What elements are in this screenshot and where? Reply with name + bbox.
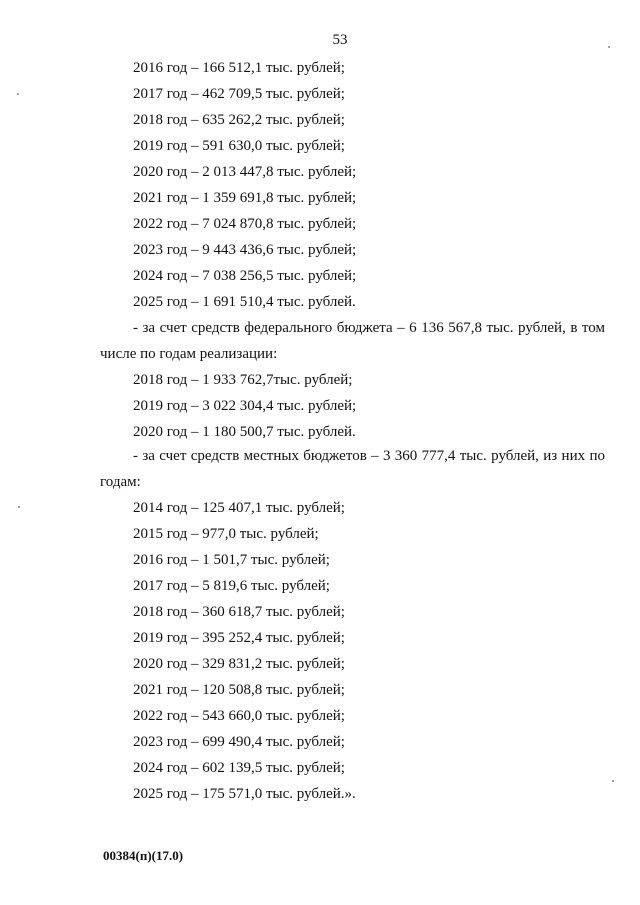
local-year-line: 2020 год – 329 831,2 тыс. рублей; bbox=[133, 656, 345, 672]
local-year-line: 2015 год – 977,0 тыс. рублей; bbox=[133, 526, 319, 542]
document-footer-code: 00384(п)(17.0) bbox=[103, 848, 184, 863]
budget-line: 2017 год – 462 709,5 тыс. рублей; bbox=[133, 86, 345, 102]
local-year-line: 2021 год – 120 508,8 тыс. рублей; bbox=[133, 682, 345, 698]
local-year-line: 2023 год – 699 490,4 тыс. рублей; bbox=[133, 734, 345, 750]
budget-line: 2022 год – 7 024 870,8 тыс. рублей; bbox=[133, 216, 357, 232]
local-budget-intro-cont: годам: bbox=[100, 474, 141, 490]
scan-speck bbox=[17, 93, 19, 95]
budget-line: 2019 год – 591 630,0 тыс. рублей; bbox=[133, 138, 345, 154]
local-year-line: 2019 год – 395 252,4 тыс. рублей; bbox=[133, 630, 345, 646]
local-year-line: 2017 год – 5 819,6 тыс. рублей; bbox=[133, 578, 330, 594]
federal-budget-intro-cont: числе по годам реализации: bbox=[100, 346, 278, 362]
budget-line: 2024 год – 7 038 256,5 тыс. рублей; bbox=[133, 268, 357, 284]
federal-year-line: 2020 год – 1 180 500,7 тыс. рублей. bbox=[133, 424, 356, 440]
local-year-line: 2024 год – 602 139,5 тыс. рублей; bbox=[133, 760, 345, 776]
federal-budget-intro: - за счет средств федерального бюджета – 6 136 567,8 тыс. рублей, в том bbox=[133, 320, 605, 336]
scan-speck bbox=[612, 780, 614, 782]
page-number: 53 bbox=[332, 32, 348, 48]
local-year-line: 2014 год – 125 407,1 тыс. рублей; bbox=[133, 500, 345, 516]
scan-speck bbox=[18, 506, 20, 508]
budget-line: 2021 год – 1 359 691,8 тыс. рублей; bbox=[133, 190, 357, 206]
local-year-line: 2016 год – 1 501,7 тыс. рублей; bbox=[133, 552, 330, 568]
scan-speck bbox=[608, 46, 610, 48]
local-year-line: 2018 год – 360 618,7 тыс. рублей; bbox=[133, 604, 345, 620]
budget-line: 2025 год – 1 691 510,4 тыс. рублей. bbox=[133, 294, 356, 310]
budget-line: 2016 год – 166 512,1 тыс. рублей; bbox=[133, 60, 345, 76]
budget-line: 2023 год – 9 443 436,6 тыс. рублей; bbox=[133, 242, 357, 258]
local-year-line: 2022 год – 543 660,0 тыс. рублей; bbox=[133, 708, 345, 724]
budget-line: 2020 год – 2 013 447,8 тыс. рублей; bbox=[133, 164, 357, 180]
federal-year-line: 2019 год – 3 022 304,4 тыс. рублей; bbox=[133, 398, 357, 414]
local-budget-intro: - за счет средств местных бюджетов – 3 360 777,4 тыс. рублей, из них по bbox=[133, 448, 605, 464]
budget-line: 2018 год – 635 262,2 тыс. рублей; bbox=[133, 112, 345, 128]
federal-year-line: 2018 год – 1 933 762,7тыс. рублей; bbox=[133, 372, 353, 388]
local-year-line: 2025 год – 175 571,0 тыс. рублей.». bbox=[133, 786, 356, 802]
